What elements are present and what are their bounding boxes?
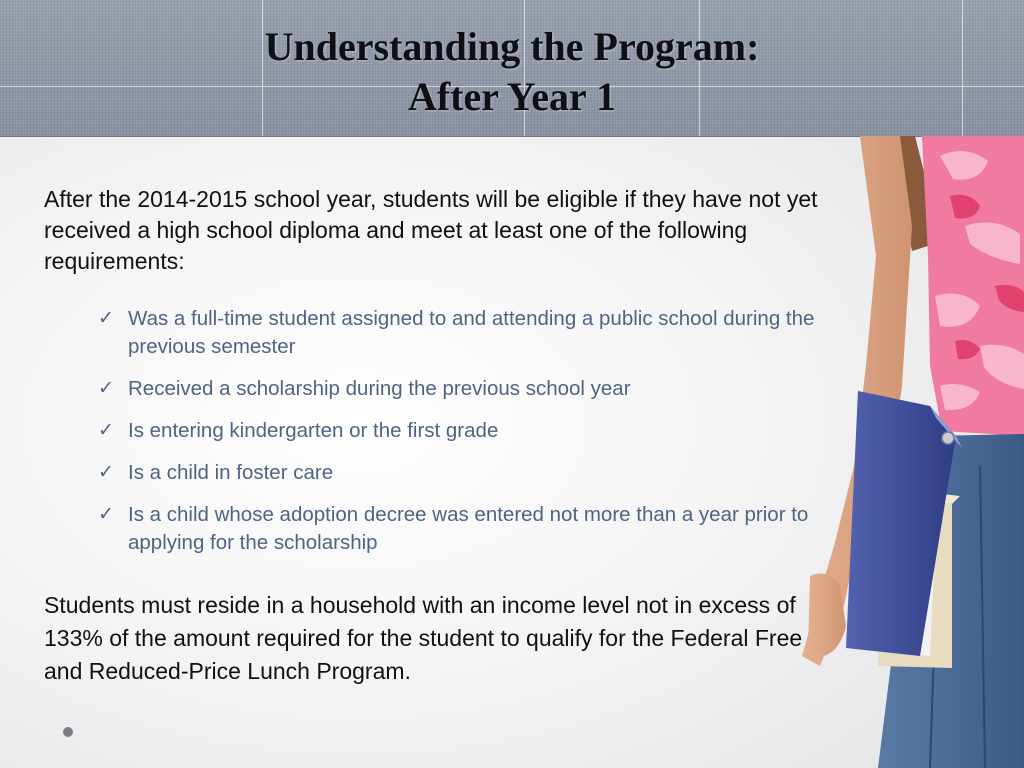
checkmark-icon: ✓ xyxy=(98,462,114,483)
requirements-list xyxy=(98,305,838,571)
income-paragraph: Students must reside in a household with an income level not in excess of 133% of the amount required for the student to qualify for the Federal Free and Reduced-Price Lunch Program. xyxy=(44,592,803,684)
checkmark-icon: ✓ xyxy=(98,504,114,525)
bullet-dot-icon xyxy=(63,727,73,737)
requirement-text: Is a child in foster care xyxy=(128,461,334,484)
checkmark-icon: ✓ xyxy=(98,308,114,329)
requirement-text: Was a full-time student assigned to and attending a public school during the previous semester xyxy=(128,307,815,358)
list-item xyxy=(98,305,838,361)
list-item xyxy=(98,417,838,445)
student-with-books-photo xyxy=(780,136,1024,768)
checkmark-icon: ✓ xyxy=(98,420,114,441)
slide-title xyxy=(0,22,1024,122)
slide-title-line-2: After Year 1 xyxy=(407,74,617,119)
intro-paragraph: After the 2014-2015 school year, students will be eligible if they have not yet received a high school diploma and meet at least one of the following requirements: xyxy=(44,186,818,274)
list-item xyxy=(98,501,838,557)
requirement-text: Is entering kindergarten or the first grade xyxy=(128,419,499,442)
slide-title-line-1: Understanding the Program: xyxy=(264,24,760,69)
requirement-text: Is a child whose adoption decree was entered not more than a year prior to applying for the scholarship xyxy=(128,503,809,554)
list-item xyxy=(98,459,838,487)
binder-ring-icon xyxy=(942,432,954,444)
requirement-text: Received a scholarship during the previous school year xyxy=(128,377,631,400)
checkmark-icon: ✓ xyxy=(98,378,114,399)
title-banner xyxy=(0,0,1024,137)
list-item xyxy=(98,375,838,403)
